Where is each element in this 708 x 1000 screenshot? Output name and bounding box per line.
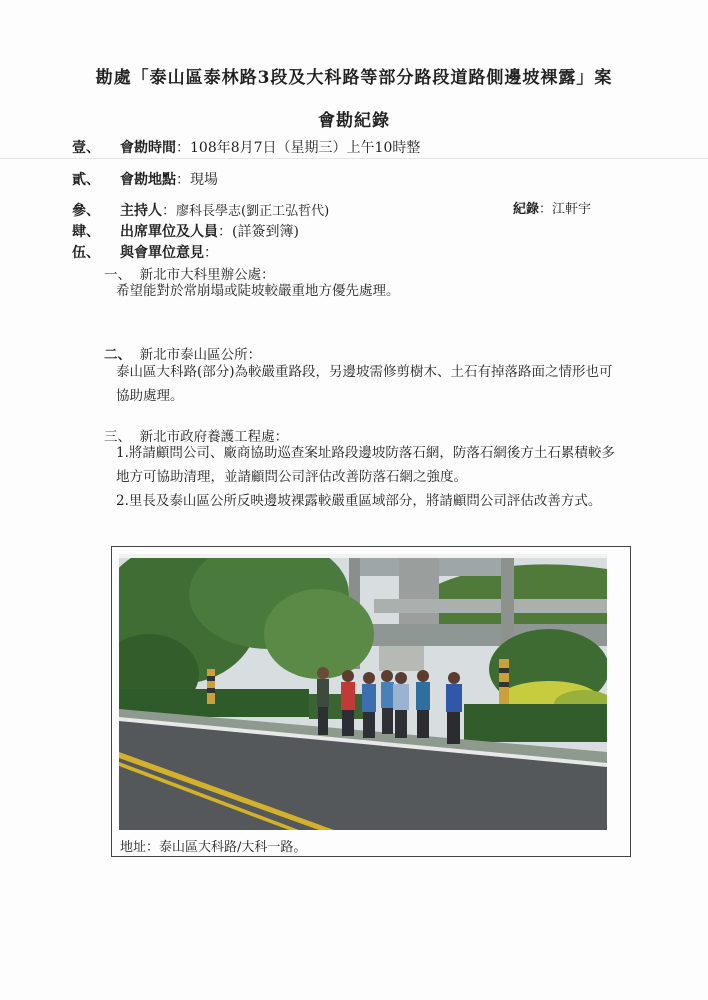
opinion-line: 希望能對於常崩塌或陡坡較嚴重地方優先處理。 (116, 283, 400, 299)
photo-caption: 地址：泰山區大科路/大科一路。 (120, 840, 307, 855)
item-row-3 (120, 200, 329, 220)
document-subtitle: 會勘紀錄 (318, 111, 390, 131)
item-number-5: 伍、 (72, 245, 100, 261)
item-label: 會勘地點 (120, 172, 176, 188)
item-row-4 (120, 221, 299, 241)
item-label: 主持人 (120, 203, 162, 219)
meeting-location-value: 現場 (190, 172, 218, 188)
opinion-text-3 (116, 441, 626, 513)
meeting-time-value: 108年8月7日（星期三）上午10時整 (190, 140, 421, 156)
item-row-1 (120, 137, 420, 157)
opinion-number: 一、 (104, 267, 131, 283)
item-separator: ： (204, 245, 218, 261)
opinion-text-2 (116, 360, 626, 408)
site-photo (119, 554, 607, 830)
opinion-unit: 新北市泰山區公所： (139, 347, 262, 363)
item-number-1: 壹、 (72, 140, 100, 156)
recorder (513, 198, 591, 217)
item-row-2 (120, 169, 218, 189)
item-row-5 (120, 242, 218, 262)
recorder-label: 紀錄 (513, 202, 540, 217)
item-separator: ： (162, 203, 176, 219)
item-label: 會勘時間 (120, 140, 176, 156)
item-separator: ： (176, 140, 190, 156)
item-number-2: 貳、 (72, 172, 100, 188)
opinion-line: 1.將請顧問公司、廠商協助巡查案址路段邊坡防落石網，防落石網後方土石累積較多地方可協助清理，並請顧問公司評估改善防落石網之強度。 (116, 445, 615, 485)
site-photo-frame (111, 546, 631, 857)
opinion-text-1 (116, 279, 626, 303)
opinion-unit: 新北市大科里辦公處： (139, 267, 275, 283)
opinion-number: 二、 (104, 347, 131, 363)
opinion-line: 2.里長及泰山區公所反映邊坡裸露較嚴重區域部分，將請顧問公司評估改善方式。 (116, 493, 602, 509)
opinion-number: 三、 (104, 429, 131, 445)
item-separator: ： (218, 224, 232, 240)
item-label: 與會單位意見 (120, 245, 204, 261)
opinion-line: 泰山區大科路(部分)為較嚴重路段，另邊坡需修剪樹木、土石有掉落路面之情形也可協助處理。 (116, 364, 613, 404)
recorder-separator: ： (539, 202, 553, 217)
opinion-unit: 新北市政府養護工程處： (139, 429, 289, 445)
attendees-value: (詳簽到簿) (232, 224, 299, 240)
item-number-3: 參、 (72, 203, 100, 219)
scan-artifact-line (0, 158, 708, 159)
item-separator: ： (176, 172, 190, 188)
item-label: 出席單位及人員 (120, 224, 218, 240)
item-number-4: 肆、 (72, 224, 100, 240)
recorder-value: 江軒宇 (552, 202, 592, 217)
document-title: 勘處「泰山區泰林路3段及大科路等部分路段道路側邊坡裸露」案 (95, 68, 613, 88)
chairperson-value: 廖科長學志(劉正工弘哲代) (176, 204, 330, 219)
